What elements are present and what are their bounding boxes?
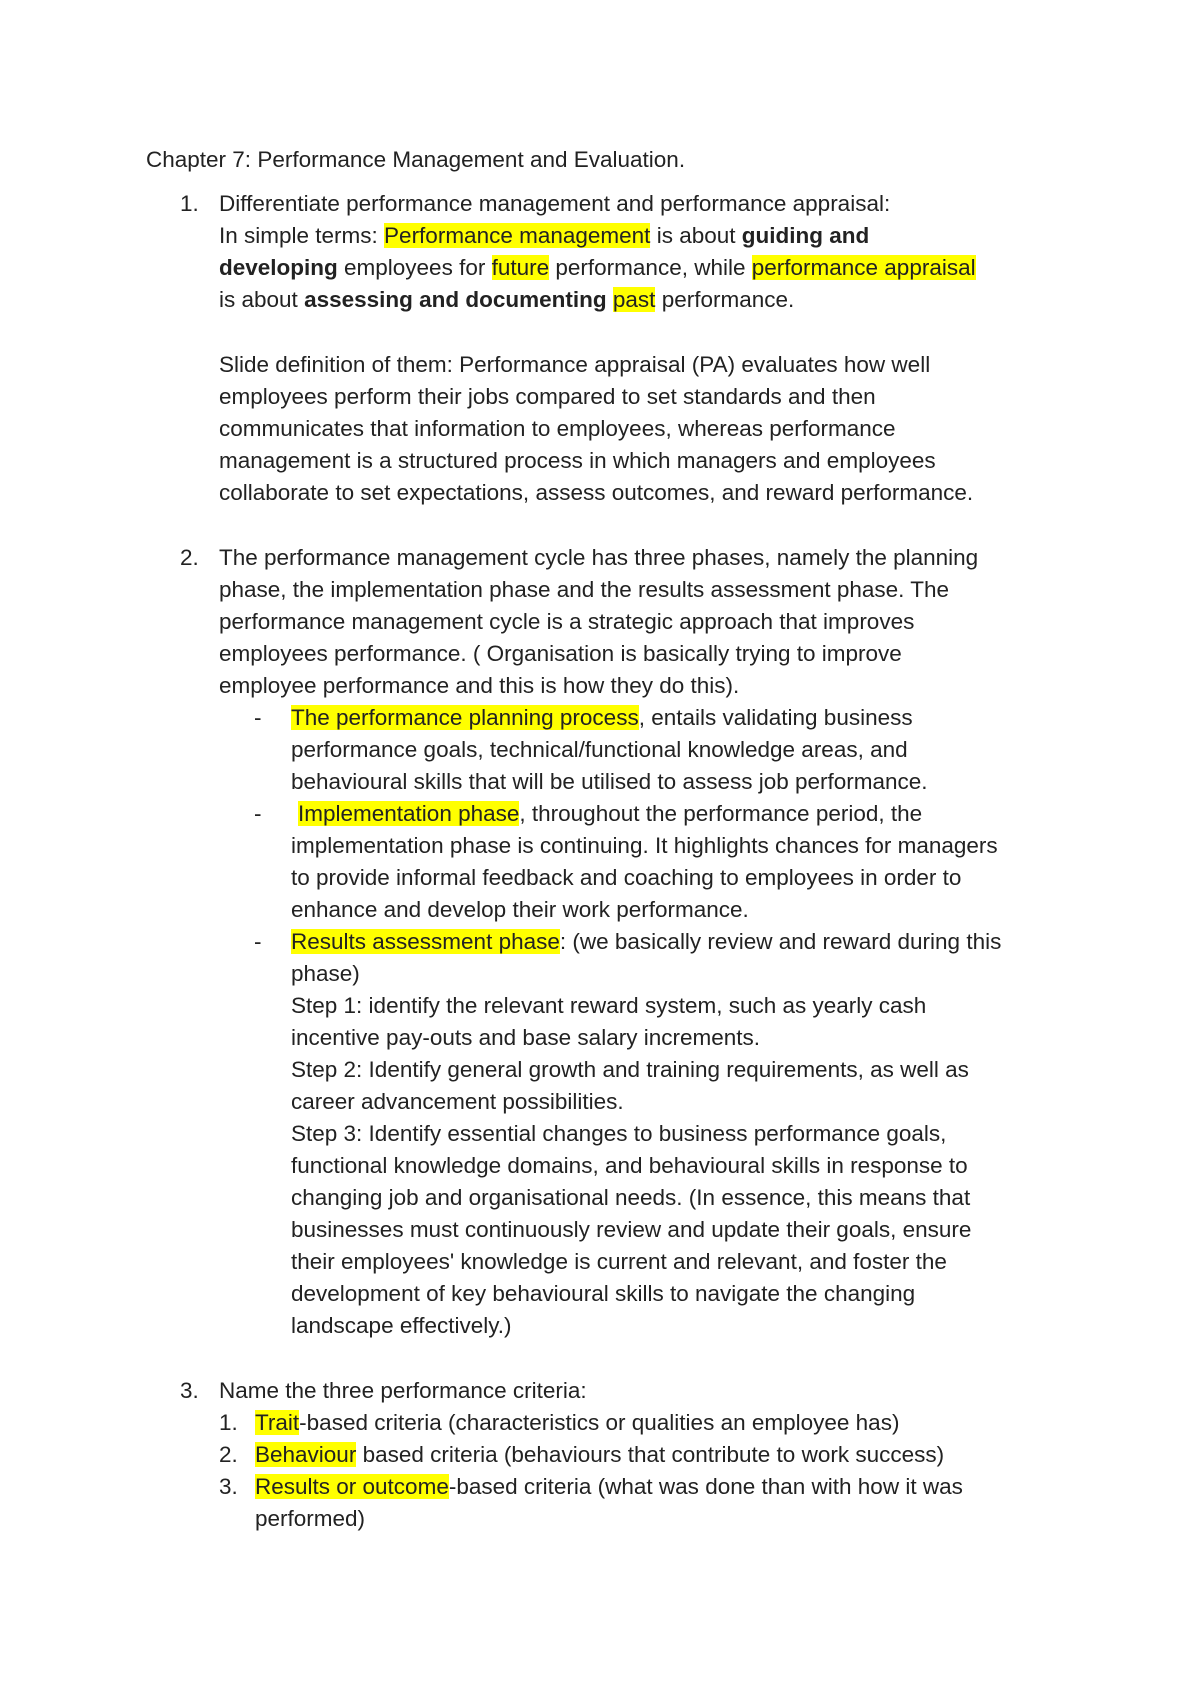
q3-item-trait — [255, 1407, 899, 1439]
q3-item-number: 3. — [219, 1474, 238, 1499]
q1-highlight-future: future — [491, 255, 550, 280]
q1-slide-line: employees perform their jobs compared to set standards and then — [219, 384, 876, 409]
q3-item-behaviour — [255, 1439, 944, 1471]
q2-bullet-line: to provide informal feedback and coaching to employees in order to — [291, 865, 962, 890]
q2-intro-line: performance management cycle is a strategic approach that improves — [219, 609, 915, 634]
q2-bullet-line: performance goals, technical/functional knowledge areas, and — [291, 737, 908, 762]
q3-highlight-behaviour: Behaviour — [255, 1442, 357, 1467]
q1-answer-line-2 — [219, 252, 976, 284]
q2-intro-line: employees performance. ( Organisation is basically trying to improve — [219, 641, 902, 666]
q2-bullet-line: incentive pay-outs and base salary increments. — [291, 1025, 760, 1050]
q1-text: employees for — [337, 255, 492, 280]
q2-bullet-line: Step 3: Identify essential changes to business performance goals, — [291, 1121, 947, 1146]
q2-number: 2. — [180, 545, 199, 570]
q2-bullet-line: changing job and organisational needs. (In essence, this means that — [291, 1185, 971, 1210]
document-title: Chapter 7: Performance Management and Evaluation. — [146, 147, 686, 172]
q2-bullet-dash: - — [254, 705, 262, 730]
q3-text: -based criteria (what was done than with how it was — [448, 1474, 963, 1499]
q2-bullet-line: functional knowledge domains, and behavioural skills in response to — [291, 1153, 968, 1178]
q2-bullet-dash: - — [254, 801, 262, 826]
q2-intro-line: The performance management cycle has three phases, namely the planning — [219, 545, 979, 570]
q1-highlight-past: past — [612, 287, 656, 312]
q3-item-number: 1. — [219, 1410, 238, 1435]
q2-highlight-implementation-phase: Implementation phase — [298, 801, 520, 826]
q2-bullet-line: Step 2: Identify general growth and training requirements, as well as — [291, 1057, 969, 1082]
q2-bullet-results — [291, 926, 1001, 958]
q2-bullet-line: landscape effectively.) — [291, 1313, 512, 1338]
q2-highlight-results-assessment-phase: Results assessment phase — [291, 929, 560, 954]
q1-highlight-performance-management: Performance management — [384, 223, 651, 248]
q1-text — [607, 287, 613, 312]
q1-slide-line: management is a structured process in which managers and employees — [219, 448, 936, 473]
q3-question: Name the three performance criteria: — [219, 1378, 587, 1403]
q2-bullet-line: behavioural skills that will be utilised to assess job performance. — [291, 769, 928, 794]
q2-bullet-dash: - — [254, 929, 262, 954]
q3-item-continuation: performed) — [255, 1506, 366, 1531]
q1-answer-line-3 — [219, 284, 794, 316]
q3-item-results — [255, 1471, 963, 1503]
q2-highlight-planning-process: The performance planning process — [291, 705, 639, 730]
q1-slide-line: collaborate to set expectations, assess outcomes, and reward performance. — [219, 480, 974, 505]
q1-bold-guiding-and: guiding and — [741, 223, 870, 248]
q3-highlight-results-or-outcome: Results or outcome — [255, 1474, 449, 1499]
q2-bullet-line: their employees' knowledge is current and relevant, and foster the — [291, 1249, 947, 1274]
q2-intro-line: phase, the implementation phase and the results assessment phase. The — [219, 577, 950, 602]
q2-bullet-line: development of key behavioural skills to navigate the changing — [291, 1281, 916, 1306]
q1-highlight-performance-appraisal: performance appraisal — [751, 255, 976, 280]
q3-highlight-trait: Trait — [255, 1410, 300, 1435]
q1-text: is about — [650, 223, 742, 248]
q1-text: In simple terms: — [219, 223, 385, 248]
q1-bold-developing: developing — [219, 255, 338, 280]
q1-slide-line: Slide definition of them: Performance appraisal (PA) evaluates how well — [219, 352, 931, 377]
q1-question: Differentiate performance management and performance appraisal: — [219, 191, 891, 216]
q3-text: -based criteria (characteristics or qualities an employee has) — [299, 1410, 900, 1435]
q2-bullet-line: implementation phase is continuing. It highlights chances for managers — [291, 833, 998, 858]
q2-bullet-line: enhance and develop their work performance. — [291, 897, 749, 922]
q3-text: based criteria (behaviours that contribute to work success) — [356, 1442, 945, 1467]
q2-bullet-line: businesses must continuously review and update their goals, ensure — [291, 1217, 972, 1242]
q1-number: 1. — [180, 191, 199, 216]
q2-bullet-line: Step 1: identify the relevant reward system, such as yearly cash — [291, 993, 927, 1018]
q1-text: is about — [219, 287, 305, 312]
q1-answer-line-1 — [219, 220, 869, 252]
q2-bullet-planning — [291, 702, 913, 734]
q2-text: , throughout the performance period, the — [519, 801, 923, 826]
q2-bullet-line: career advancement possibilities. — [291, 1089, 624, 1114]
q2-bullet-line: phase) — [291, 961, 360, 986]
q2-text: , entails validating business — [638, 705, 913, 730]
q1-text: performance, while — [549, 255, 752, 280]
q1-bold-assessing-and-documenting: assessing and documenting — [304, 287, 607, 312]
q2-text: : (we basically review and reward during this — [559, 929, 1002, 954]
q2-bullet-implementation — [298, 798, 922, 830]
q2-intro-line: employee performance and this is how they do this). — [219, 673, 740, 698]
q1-text: performance. — [655, 287, 795, 312]
q1-slide-line: communicates that information to employees, whereas performance — [219, 416, 896, 441]
q3-number: 3. — [180, 1378, 199, 1403]
q3-item-number: 2. — [219, 1442, 238, 1467]
